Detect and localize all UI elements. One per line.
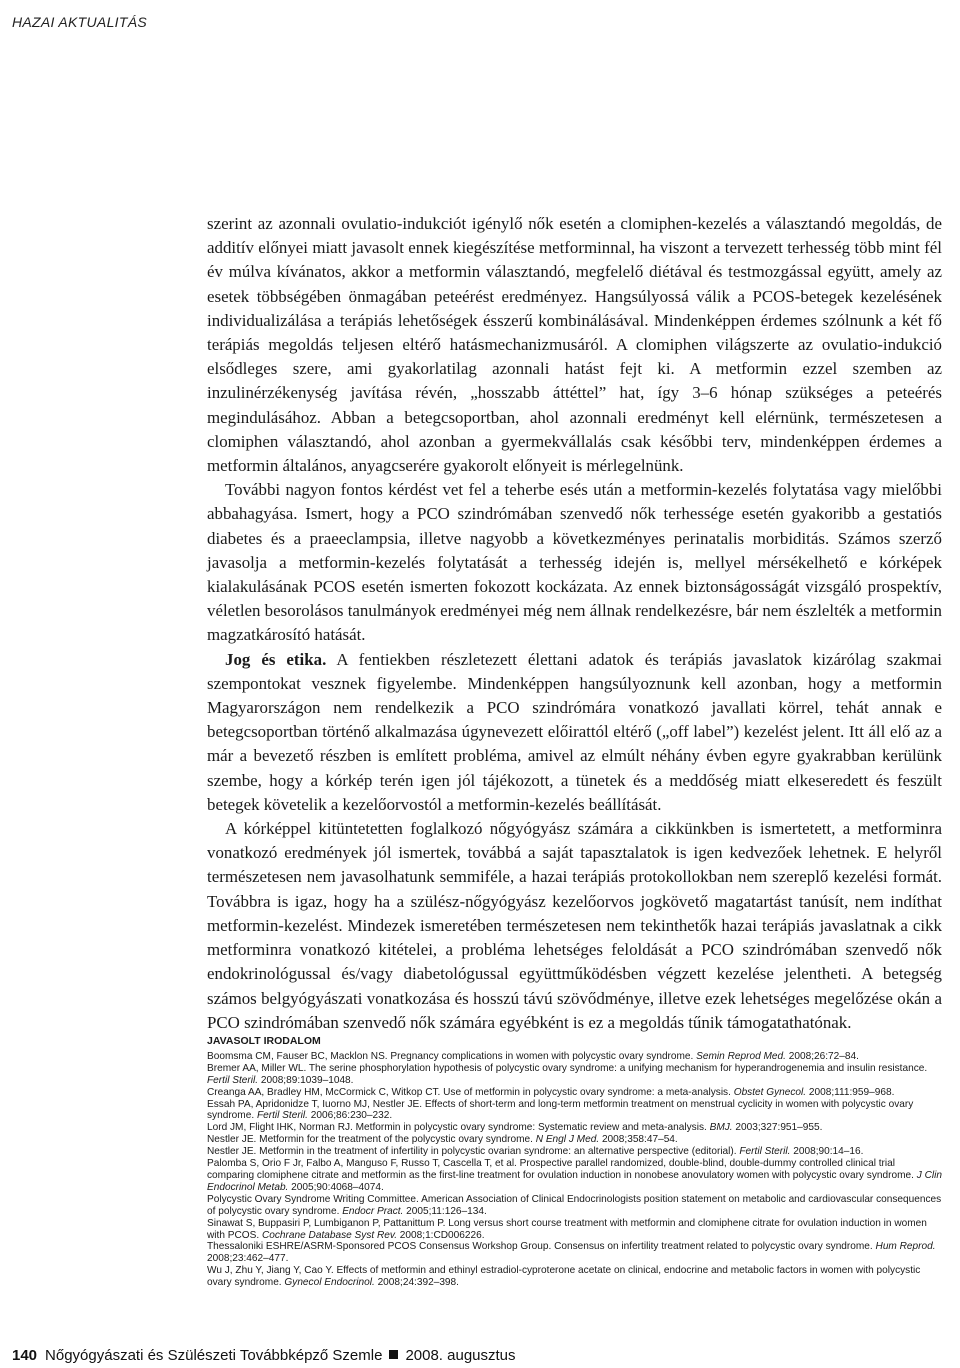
reference-journal: N Engl J Med. [535,1134,600,1146]
reference-authors-title: Nestler JE. Metformin in the treatment of infertility in polycystic ovarian syndrome: an alternative perspective (editorial). [207,1146,740,1158]
reference-authors-title: Polycystic Ovary Syndrome Writing Committee. American Association of Clinical Endocrinologists position statement on metabolic and cardiovascular consequences of polycystic ovary syndrome. [207,1193,942,1217]
article-body [207,212,942,1035]
reference-authors-title: Essah PA, Apridonidze T, Iuorno MJ, Nestler JE. Effects of short-term and long-term metformin treatment on menstrual cyclicity in women with polycystic ovary syndrome. [207,1098,914,1122]
reference-journal: Endocr Pract. [342,1205,404,1217]
references-list [207,1051,942,1289]
reference-item [207,1099,942,1123]
reference-item [207,1051,942,1063]
references-title: JAVASOLT IRODALOM [207,1035,321,1047]
reference-authors-title: Bremer AA, Miller WL. The serine phosphorylation hypothesis of polycystic ovary syndrome: a unifying mechanism for hyperandrogenemia and insulin resistance. [207,1062,928,1074]
reference-authors-title: Boomsma CM, Fauser BC, Macklon NS. Pregnancy complications in women with polycystic ovary syndrome. [207,1050,697,1062]
reference-citation: 2003;327:951–955. [732,1122,823,1134]
page-footer [12,1347,516,1364]
reference-citation: 2008;24:392–398. [374,1277,459,1289]
reference-item [207,1241,942,1265]
reference-journal: Cochrane Database Syst Rev. [261,1229,397,1241]
reference-item [207,1218,942,1242]
separator-square-icon [389,1350,398,1359]
reference-journal: Obstet Gynecol. [733,1086,807,1098]
reference-authors-title: Palomba S, Orio F Jr, Falbo A, Manguso F, Russo T, Cascella T, et al. Prospective parallel randomized, double-blind, double-dummy controlled clinical trial comparing clomiphene citrate and metformin as the first-line treatment for ovulation induction in nonobese anovulatory women with polycystic ovary syndrome. [207,1158,917,1181]
reference-journal: Fertil Steril. [739,1146,791,1158]
reference-item [207,1146,942,1158]
reference-authors-title: Wu J, Zhu Y, Jiang Y, Cao Y. Effects of metformin and ethinyl estradiol-cyproterone acetate on clinical, endocrine and metabolic factors in women with polycystic ovary syndrome. [207,1265,921,1289]
reference-citation: 2008;111:959–968. [806,1086,895,1098]
reference-journal: Gynecol Endocrinol. [284,1277,375,1289]
reference-authors-title: Thessaloniki ESHRE/ASRM-Sponsored PCOS Consensus Workshop Group. Consensus on infertility treatment related to polycystic ovary syndrome. [207,1241,876,1253]
reference-citation: 2005;90:4068–4074. [288,1181,384,1193]
reference-citation: 2008;26:72–84. [785,1050,859,1062]
reference-citation: 2008;90:14–16. [790,1146,864,1158]
reference-citation: 2008;358:47–54. [599,1134,678,1146]
reference-item [207,1158,942,1194]
reference-journal: BMJ. [709,1122,733,1134]
reference-item [207,1134,942,1146]
reference-item [207,1087,942,1099]
reference-citation: 2006;86:230–232. [307,1110,393,1122]
reference-item [207,1194,942,1218]
reference-citation: 2005;11:126–134. [403,1205,487,1217]
reference-journal: Hum Reprod. [875,1241,936,1253]
reference-citation: 2008;1:CD006226. [397,1229,485,1241]
reference-authors-title: Creanga AA, Bradley HM, McCormick C, Witkop CT. Use of metformin in polycystic ovary syndrome: a meta-analysis. [207,1086,734,1098]
reference-authors-title: Lord JM, Flight IHK, Norman RJ. Metformin in polycystic ovary syndrome: Systematic review and meta-analysis. [207,1122,710,1134]
paragraph-4: A kórképpel kitüntetetten foglalkozó nőgyógyász számára a cikkünkben is ismertetett, a metforminra vonatkozó eredmények jól ismertek, továbbá a saját tapasztalatok is igen kedvezőek lehetnek. E helyről természetesen nem javasolhatunk semmiféle, a hazai terápiás protokollokban nem szereplő kezelési formát. Továbbra is igaz, hogy ha a szülész-nőgyógyász kezelőorvos jogkövető magatartást tanúsít, nem indíthat metformin-kezelést. Mindezek ismeretében természetesen nem tekinthetők hazai terápiás javaslatnak a cikk metforminra vonatkozó kitételei, a probléma lehetséges feloldását a PCO szindrómában szenvedő nők endokrinológussal és/vagy diabetológussal együttműködésben végzett kezelése jelentheti. A betegség számos belgyógyászati vonatkozása és hosszú távú szövődménye, illetve ezek lehetséges megelőzése okán a PCO szindrómában szenvedő nők számára egyébként is ez a megoldás tűnik támogatathatónak. [207,819,942,1032]
reference-citation: 2008;89:1039–1048. [258,1074,354,1086]
reference-journal: Semin Reprod Med. [696,1050,786,1062]
paragraph-3-text: A fentiekben részletezett élettani adatok és terápiás javaslatok kizárólag szakmai szempontokat vesznek figyelembe. Mindenképpen hangsúlyoznunk kell azonban, hogy a metformin Magyarországon nem rendelkezik a PCO szindrómára vonatkozó javallati körrel, tehát annak e betegcsoportban történő alkalmazása úgynevezett előirattól eltérő („off label”) kezelést jelent. Itt áll elő az a már a bevezető részben is említett probléma, amivel az elmúlt néhány évben egyre gyakrabban kerülünk szembe, hogy a kórkép terén igen jól tájékozott, a tünetek és a meddőség miatt elkeseredett és feszült betegek követelik a kezelőorvostól a metformin-kezelés beállítását. [207,649,942,814]
reference-item [207,1063,942,1087]
reference-item [207,1265,942,1289]
section-header: HAZAI AKTUALITÁS [12,14,147,30]
reference-citation: 2008;23:462–477. [207,1253,289,1265]
reference-journal: J Clin Endocrinol Metab. [207,1169,942,1193]
paragraph-2: További nagyon fontos kérdést vet fel a teherbe esés után a metformin-kezelés folytatása vagy mielőbbi abbahagyása. Ismert, hogy a PCO szindrómában szenvedő nők terhessége esetén gyakoribb a gestatiós diabetes és a praeeclampsia, illetve nagyobb a következményes perinatalis morbiditás. Számos szerző javasolja a metformin-kezelés folytatását a terhesség idején is, mellyel mérsékelhető e kórképek kialakulásának PCOS esetén ismerten fokozott kockázata. Az ennek biztonságosságát vizsgáló prospektív, véletlen besorolásos tanulmányok eredményei még nem állnak rendelkezésre, bár nem észlelték a metformin magzatkárosító hatását. [207,480,942,645]
reference-journal: Fertil Steril. [256,1110,308,1122]
paragraph-3-lead: Jog és etika. [225,649,327,669]
reference-authors-title: Sinawat S, Buppasiri P, Lumbiganon P, Pattanittum P. Long versus short course treatment with metformin and clomiphene citrate for ovulation induction in women with PCOS. [207,1217,927,1241]
paragraph-3 [207,648,942,817]
issue-date: 2008. augusztus [405,1347,516,1364]
page-number: 140 [12,1347,38,1364]
references-section [207,1036,942,1289]
paragraph-1: szerint az azonnali ovulatio-indukciót igénylő nők esetén a clomiphen-kezelés a választandó megoldás, de additív előnyei miatt javasolt ennek kiegészítése metforminnal, ha viszont a tervezett terhesség több mint fél év múlva kívánatos, akkor a metformin választandó, megfelelő diétával és testmozgással együtt, amely az esetek többségében önmagában peteérést eredményez. Hangsúlyossá válik a PCOS-betegek kezelésének individualizálása a terápiás lehetőségek ésszerű kombinálásával. Mindenképpen érdemes szólnunk a két fő terápiás megoldás teljesen eltérő hatásmechanizmusáról. A clomiphen világszerte az ovulatio-indukció elsődleges szere, ami gyakorlatilag azonnali hatást fejt ki. A metformin ezzel szemben az inzulinérzékenység javítása révén, „hosszabb áttéttel” hat, így 3–6 hónap szükséges a peteérés megindulásához. Abban a betegcsoportban, ahol azonnali eredményt kell elérnünk, természetesen a clomiphen választandó, ahol azonban a gyermekvállalás csak későbbi terv, mindenképpen érdemes a metformin általános, anyagcserére gyakorolt előnyeit is mérlegelnünk. [207,214,942,476]
journal-name: Nőgyógyászati és Szülészeti Továbbképző Szemle [45,1347,383,1364]
reference-journal: Fertil Steril. [207,1074,259,1086]
reference-item [207,1122,942,1134]
reference-authors-title: Nestler JE. Metformin for the treatment of the polycystic ovary syndrome. [207,1134,536,1146]
